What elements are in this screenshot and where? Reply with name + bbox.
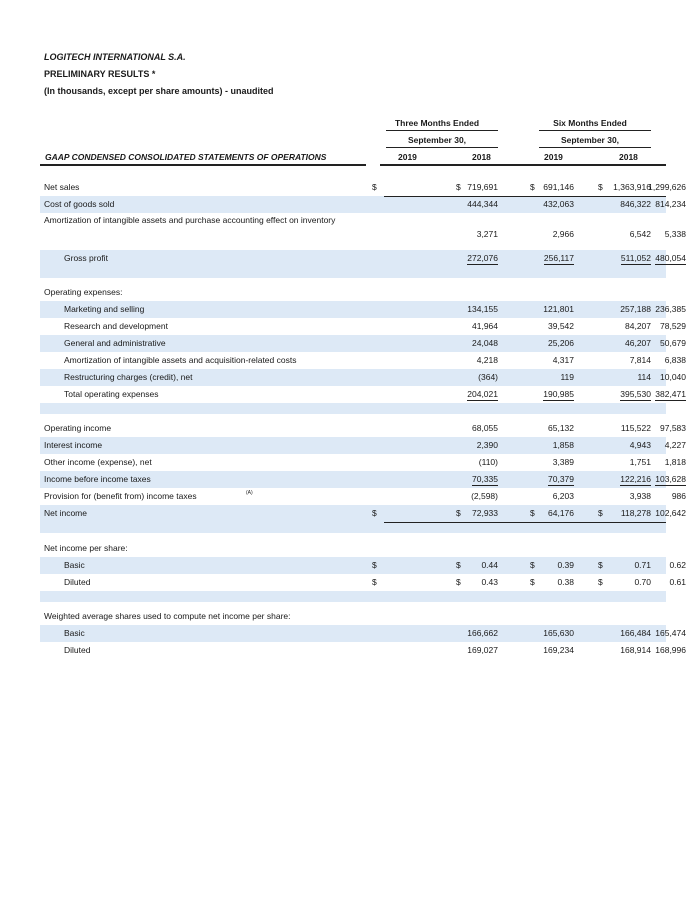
six-months-subtitle: September 30, — [560, 135, 620, 145]
spacer-row — [40, 591, 666, 602]
row-label: Provision for (benefit from) income taxes — [44, 491, 197, 501]
row-value: 190,985 — [543, 389, 574, 399]
row-label: Amortization of intangible assets and purchase accounting effect on inventory — [44, 215, 336, 225]
row-value: 166,662 — [467, 628, 498, 638]
table-row — [40, 437, 686, 454]
table-row — [40, 488, 686, 505]
row-label: Interest income — [44, 440, 103, 450]
row-value: 0.38 — [557, 577, 574, 587]
row-value: 168,914 — [620, 645, 651, 655]
row-label: Operating income — [44, 423, 112, 433]
three-months-subtitle: September 30, — [407, 135, 467, 145]
row-value: 72,933 — [472, 508, 498, 518]
table-row — [40, 369, 686, 386]
table-row — [40, 196, 686, 213]
row-value: 122,216 — [620, 474, 651, 484]
total-rule — [608, 196, 666, 197]
table-row — [40, 608, 666, 625]
section-title: GAAP CONDENSED CONSOLIDATED STATEMENTS OF OPERATIONS — [45, 152, 327, 162]
table-row — [40, 471, 686, 488]
row-value: 1,299,626 — [648, 182, 686, 192]
table-row — [40, 540, 666, 557]
header-rule — [386, 147, 498, 148]
table-row — [40, 318, 686, 335]
year-header: 2018 — [472, 152, 491, 162]
table-row — [40, 301, 686, 318]
currency-symbol: $ — [456, 560, 461, 570]
row-value: 1,858 — [552, 440, 574, 450]
row-value: 7,814 — [629, 355, 651, 365]
row-label: Cost of goods sold — [44, 199, 115, 209]
table-row — [40, 386, 686, 403]
company-name: LOGITECH INTERNATIONAL S.A. — [44, 52, 186, 62]
row-value: 6,203 — [552, 491, 574, 501]
row-value: 846,322 — [620, 199, 651, 209]
row-value: 272,076 — [467, 253, 498, 263]
currency-symbol: $ — [372, 182, 377, 192]
row-value: 24,048 — [472, 338, 498, 348]
row-label: Research and development — [64, 321, 168, 331]
row-value: 64,176 — [548, 508, 574, 518]
currency-symbol: $ — [530, 508, 535, 518]
row-value: 78,529 — [660, 321, 686, 331]
row-value: 1,818 — [664, 457, 686, 467]
row-value: 169,027 — [467, 645, 498, 655]
row-value: 3,271 — [476, 229, 498, 239]
row-value: 0.44 — [481, 560, 498, 570]
row-label: Operating expenses: — [44, 287, 123, 297]
currency-symbol: $ — [372, 577, 377, 587]
table-row — [40, 335, 686, 352]
row-value: 70,379 — [548, 474, 574, 484]
table-row — [40, 625, 686, 642]
row-value: 165,630 — [543, 628, 574, 638]
row-value: 432,063 — [543, 199, 574, 209]
table-row — [40, 284, 666, 301]
row-value: 204,021 — [467, 389, 498, 399]
row-value: 2,390 — [476, 440, 498, 450]
row-value: 480,054 — [655, 253, 686, 263]
row-label: Basic — [64, 628, 85, 638]
row-value: 97,583 — [660, 423, 686, 433]
table-row — [40, 574, 686, 591]
row-value: 166,484 — [620, 628, 651, 638]
row-label: Diluted — [64, 577, 91, 587]
footnote-marker: (A) — [246, 490, 253, 496]
table-row — [40, 557, 686, 574]
row-value: 0.61 — [669, 577, 686, 587]
spacer-row — [40, 522, 666, 533]
row-value: 2,966 — [552, 229, 574, 239]
row-value: 1,363,916 — [613, 182, 651, 192]
year-header: 2019 — [398, 152, 417, 162]
row-value: 1,751 — [629, 457, 651, 467]
row-value: 114 — [637, 372, 651, 382]
currency-symbol: $ — [456, 577, 461, 587]
row-label: Net income — [44, 508, 87, 518]
year-header: 2019 — [544, 152, 563, 162]
row-value: 256,117 — [543, 253, 574, 263]
currency-symbol: $ — [598, 577, 603, 587]
row-label: Net income per share: — [44, 543, 128, 553]
currency-symbol: $ — [530, 577, 535, 587]
row-value: 0.43 — [481, 577, 498, 587]
table-row — [40, 179, 686, 196]
report-note: (In thousands, except per share amounts) - unaudited — [44, 86, 274, 96]
year-header: 2018 — [619, 152, 638, 162]
currency-symbol: $ — [598, 508, 603, 518]
row-value: 65,132 — [548, 423, 574, 433]
row-value: 84,207 — [625, 321, 651, 331]
table-row — [40, 352, 686, 369]
row-value: 511,052 — [620, 253, 651, 263]
header-rule — [539, 147, 651, 148]
row-value: 118,278 — [620, 508, 651, 518]
table-row — [40, 505, 686, 522]
row-value: 3,938 — [629, 491, 651, 501]
row-value: 4,943 — [629, 440, 651, 450]
currency-symbol: $ — [598, 182, 603, 192]
row-value: 382,471 — [655, 389, 686, 399]
row-value: 70,335 — [472, 474, 498, 484]
row-value: 3,389 — [552, 457, 574, 467]
row-value: 814,234 — [655, 199, 686, 209]
report-subtitle: PRELIMINARY RESULTS * — [44, 69, 156, 79]
row-value: 25,206 — [548, 338, 574, 348]
spacer-row — [40, 403, 666, 414]
total-rule — [608, 522, 666, 523]
row-value: 168,996 — [655, 645, 686, 655]
row-value: 39,542 — [548, 321, 574, 331]
table-row — [40, 213, 686, 241]
currency-symbol: $ — [456, 508, 461, 518]
header-rule — [40, 164, 366, 166]
row-value: 103,628 — [655, 474, 686, 484]
row-value: 236,385 — [655, 304, 686, 314]
row-label: Diluted — [64, 645, 91, 655]
row-value: 102,642 — [655, 508, 686, 518]
row-label: Other income (expense), net — [44, 457, 152, 467]
row-value: 719,691 — [467, 182, 498, 192]
row-label: General and administrative — [64, 338, 166, 348]
header-rule — [539, 130, 651, 131]
row-value: 115,522 — [620, 423, 651, 433]
currency-symbol: $ — [598, 560, 603, 570]
row-value: 6,542 — [629, 229, 651, 239]
row-label: Gross profit — [64, 253, 108, 263]
currency-symbol: $ — [372, 508, 377, 518]
table-row — [40, 642, 686, 659]
row-value: 5,338 — [664, 229, 686, 239]
row-value: 165,474 — [655, 628, 686, 638]
row-value: 4,218 — [476, 355, 498, 365]
row-value: 0.71 — [634, 560, 651, 570]
row-value: 0.39 — [557, 560, 574, 570]
row-value: 0.70 — [634, 577, 651, 587]
row-value: 4,227 — [664, 440, 686, 450]
currency-symbol: $ — [456, 182, 461, 192]
row-value: 10,040 — [660, 372, 686, 382]
row-value: (110) — [478, 457, 498, 467]
row-value: (2,598) — [471, 491, 498, 501]
row-value: 257,188 — [620, 304, 651, 314]
currency-symbol: $ — [530, 182, 535, 192]
row-value: 4,317 — [552, 355, 574, 365]
three-months-title: Three Months Ended — [394, 118, 480, 128]
row-value: (364) — [478, 372, 498, 382]
table-row — [40, 454, 686, 471]
spacer-row — [40, 267, 666, 278]
header-rule — [380, 164, 666, 166]
row-value: 169,234 — [543, 645, 574, 655]
currency-symbol: $ — [372, 560, 377, 570]
row-value: 68,055 — [472, 423, 498, 433]
row-label: Weighted average shares used to compute net income per share: — [44, 611, 291, 621]
row-value: 41,964 — [472, 321, 498, 331]
table-row — [40, 250, 686, 267]
row-label: Basic — [64, 560, 85, 570]
header-rule — [386, 130, 498, 131]
row-value: 444,344 — [467, 199, 498, 209]
currency-symbol: $ — [530, 560, 535, 570]
row-value: 46,207 — [625, 338, 651, 348]
row-value: 691,146 — [543, 182, 574, 192]
row-value: 119 — [560, 372, 574, 382]
six-months-title: Six Months Ended — [553, 118, 627, 128]
row-value: 395,530 — [620, 389, 651, 399]
table-row — [40, 420, 686, 437]
row-label: Marketing and selling — [64, 304, 145, 314]
row-value: 134,155 — [467, 304, 498, 314]
row-label: Income before income taxes — [44, 474, 151, 484]
row-value: 0.62 — [669, 560, 686, 570]
row-value: 121,801 — [543, 304, 574, 314]
row-label: Total operating expenses — [64, 389, 159, 399]
row-label: Net sales — [44, 182, 80, 192]
row-value: 6,838 — [664, 355, 686, 365]
row-value: 986 — [671, 491, 686, 501]
row-label: Amortization of intangible assets and acquisition-related costs — [64, 355, 297, 365]
row-label: Restructuring charges (credit), net — [64, 372, 193, 382]
row-value: 50,679 — [660, 338, 686, 348]
